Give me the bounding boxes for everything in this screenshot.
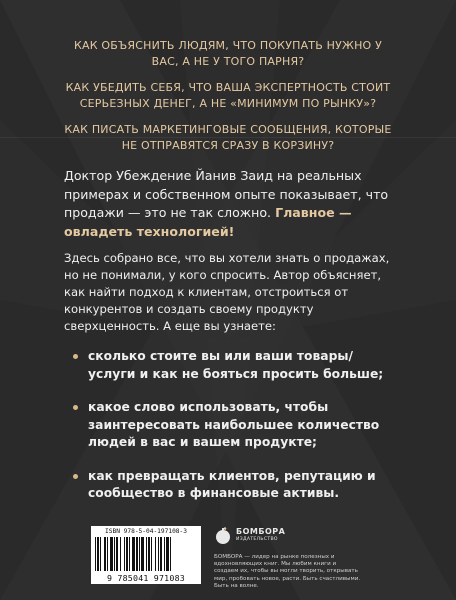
list-item: [88, 348, 388, 383]
publisher-name: БОМБОРА: [236, 527, 286, 536]
bullet-icon: [73, 354, 78, 359]
question-3: КАК ПИСАТЬ МАРКЕТИНГОВЫЕ СООБЩЕНИЯ, КОТОРЫЕ НЕ ОТПРАВЯТСЯ СРАЗУ В КОРЗИНУ?: [64, 123, 392, 152]
barcode: [91, 526, 201, 584]
list-item-text: какое слово использовать, чтобы заинтересовать наибольшее количество людей в вас и вашем продукте;: [88, 400, 380, 449]
bullet-icon: [73, 405, 78, 410]
divider: [0, 137, 456, 138]
question-1: КАК ОБЪЯСНИТЬ ЛЮДЯМ, ЧТО ПОКУПАТЬ НУЖНО У ВАС, А НЕ У ТОГО ПАРНЯ?: [73, 39, 383, 68]
questions-block: [60, 38, 396, 164]
publisher-subtitle: ИЗДАТЕЛЬСТВО: [236, 537, 278, 542]
list-item: [88, 468, 388, 503]
intro-text: [64, 167, 400, 241]
question-2: КАК УБЕДИТЬ СЕБЯ, ЧТО ВАША ЭКСПЕРТНОСТЬ СТОИТ СЕРЬЕЗНЫХ ДЕНЕГ, А НЕ «МИНИМУМ ПО РЫНКУ»?: [65, 81, 391, 110]
bullet-icon: [73, 474, 78, 479]
benefits-list: [88, 348, 388, 519]
list-item-text: как превращать клиентов, репутацию и сообщество в финансовые активы.: [88, 468, 376, 500]
list-item: [88, 399, 388, 452]
bombora-logo-icon: [214, 527, 232, 545]
publisher-description: БОМБОРА — лидер на рынке полезных и вдохновляющих книг. Мы любим книги и создаем их, чтобы вы могли творить, открывать мир, пробовать новое, расти. Быть счастливыми. Быть на волне.: [214, 554, 361, 589]
isbn-label: ISBN 978-5-04-197108-3: [105, 528, 187, 535]
intro-body: Доктор Убеждение Йанив Заид на реальных примерах и собственном опыте показывает, что продажи — это не так сложно.: [64, 168, 389, 220]
list-item-text: сколько стоите вы или ваши товары/услуги и как не бояться просить больше;: [88, 349, 384, 381]
intro-highlight: Главное — овладеть технологией!: [64, 205, 352, 239]
description-paragraph: Здесь собрано все, что вы хотели знать о продажах, но не понимали, у кого спросить. Автор объясняет, как найти подход к клиентам, отстроиться от конкурентов и создать своему продукту сверхценность. А еще вы узнаете:: [64, 251, 390, 333]
barcode-bars: [95, 537, 197, 571]
barcode-number: 9 785041 971083: [107, 573, 185, 583]
